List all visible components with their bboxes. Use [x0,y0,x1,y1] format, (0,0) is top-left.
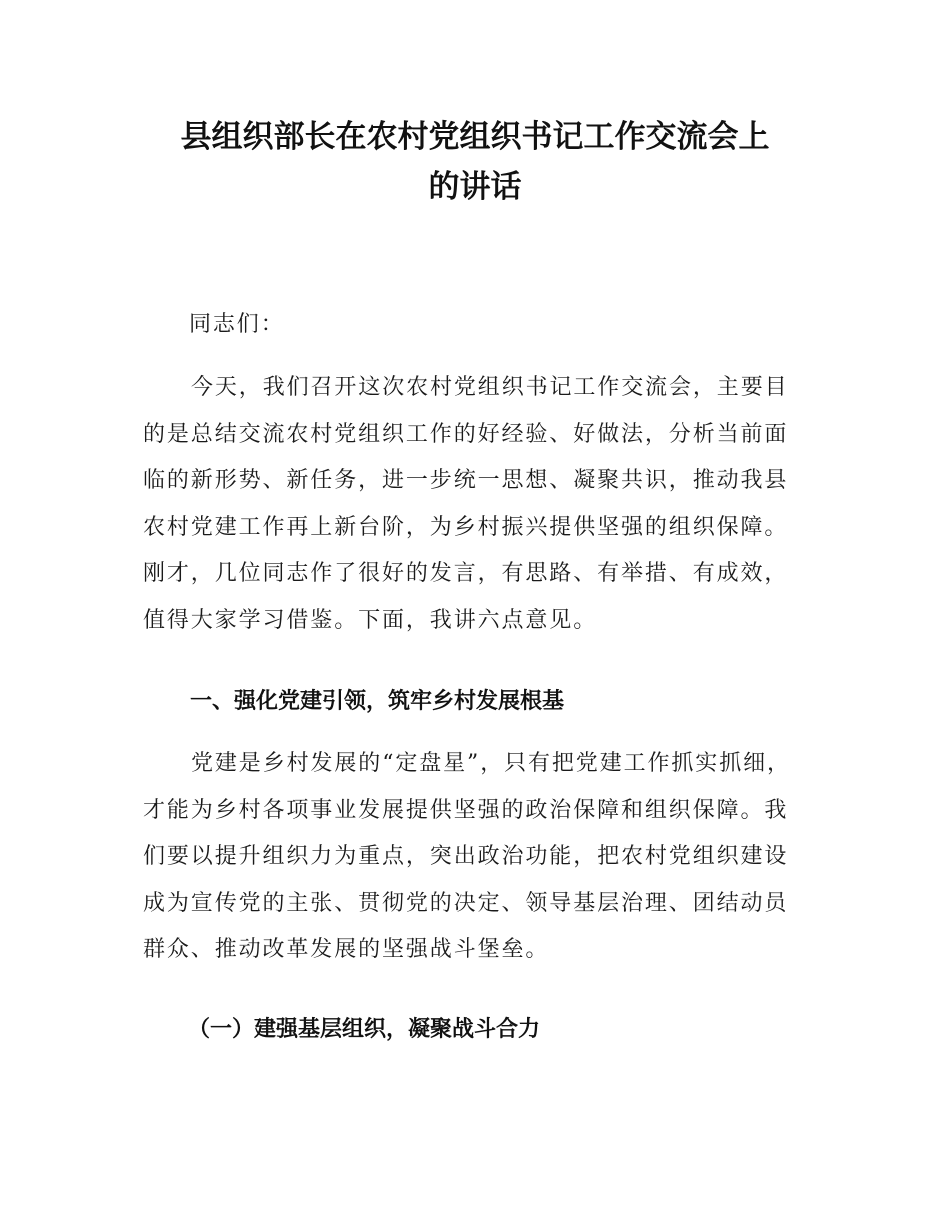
section-heading-1: 一、强化党建引领，筑牢乡村发展根基 [190,689,565,714]
paragraph-line: 党建是乡村发展的“定盘星”，只有把党建工作抓实抓细， [191,751,791,776]
paragraph-line: 农村党建工作再上新台阶，为乡村振兴提供坚强的组织保障。 [143,514,789,540]
paragraph-line: 们要以提升组织力为重点，突出政治功能，把农村党组织建设 [143,844,789,869]
paragraph-line: 群众、推动改革发展的坚强战斗堡垒。 [143,937,550,962]
paragraph-line: 成为宣传党的主张、贯彻党的决定、领导基层治理、团结动员 [143,890,789,916]
salutation-text: 同志们： [189,312,285,337]
paragraph-line: 临的新形势、新任务，进一步统一思想、凝聚共识，推动我县 [143,468,789,493]
paragraph-line: 今天，我们召开这次农村党组织书记工作交流会，主要目 [191,375,789,400]
subsection-heading-1: （一）建强基层组织，凝聚战斗合力 [188,1017,541,1042]
paragraph-intro [143,365,833,644]
salutation [143,302,833,349]
title-line-2: 的讲话 [428,169,522,205]
paragraph-line: 才能为乡村各项事业发展提供坚强的政治保障和组织保障。我 [143,797,789,823]
title-line-1: 县组织部长在农村党组织书记工作交流会上 [180,119,770,155]
paragraph-line: 值得大家学习借鉴。下面，我讲六点意见。 [143,607,598,633]
document-title [120,112,830,212]
paragraph-line: 刚才，几位同志作了很好的发言，有思路、有举措、有成效， [143,561,789,586]
paragraph-section-1 [143,741,833,974]
paragraph-line: 的是总结交流农村党组织工作的好经验、好做法，分析当前面 [143,421,789,447]
